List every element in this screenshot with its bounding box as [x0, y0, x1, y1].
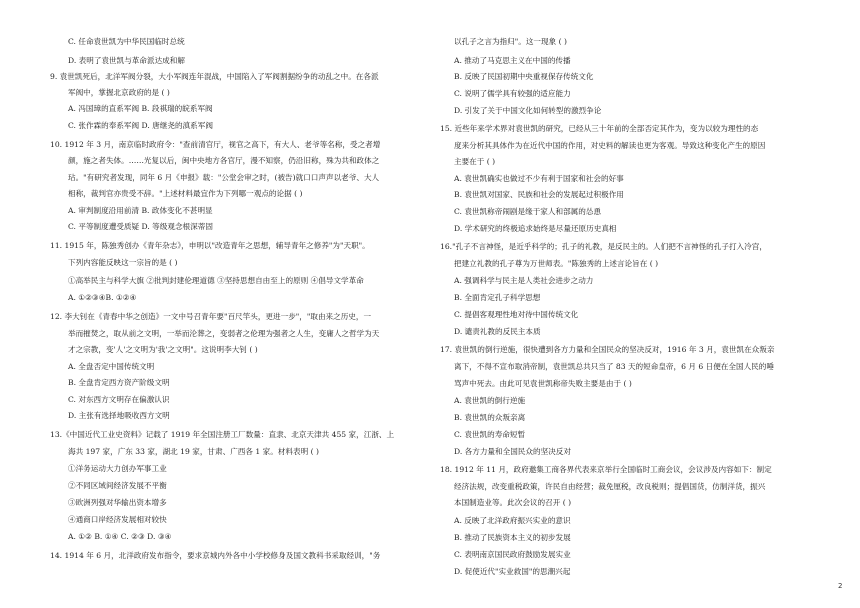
text-line: 17. 袁世凯的倒行逆施，很快遭到各方力量和全国民众的坚决反对，1916 年 3 月，袁世凯在众叛亲: [440, 345, 775, 354]
text-line: C. 袁世凯称帝闹剧是缘于家人和部属的怂恿: [454, 207, 602, 216]
text-line: 骂声中死去。由此可见袁世凯称帝失败主要是由于 ( ): [454, 379, 632, 388]
text-line: C. 说明了儒学具有较强的适应能力: [454, 89, 571, 98]
text-line: 军阀中，掌握北京政府的是 ( ): [68, 88, 170, 97]
text-line: B. 袁世凯对国家、民族和社会的发展起过积极作用: [454, 190, 624, 199]
text-line: A. 强调科学与民主是人类社会进步之动力: [454, 276, 594, 285]
text-line: D. 主张有选择地吸收西方文明: [68, 411, 170, 420]
text-line: D. 各方力量和全国民众的坚决反对: [454, 447, 571, 456]
text-line: C. 袁世凯的寿命短暂: [454, 430, 526, 439]
text-line: ①洋务运动大力创办军事工业: [68, 464, 167, 473]
text-line: A. ①② B. ①④ C. ②③ D. ③④: [68, 532, 172, 541]
text-line: 颜，施之者失体。……光复以后，闽中央地方各官厅，漫不知察，仍沿旧称，殊为共和政体之: [68, 156, 380, 165]
text-line: A. 推动了马克思主义在中国的传播: [454, 56, 571, 65]
text-line: 把建立礼教的孔子尊为万世师表。"陈独秀的上述言论旨在 ( ): [454, 259, 659, 268]
text-line: A. 袁世凯的倒行逆施: [454, 396, 526, 405]
text-line: 10. 1912 年 3 月，南京临时政府令："查前清官厅，视官之高下，有大人、老爷等名称，受之者增: [50, 140, 381, 149]
text-line: ②不同区域间经济发展不平衡: [68, 481, 167, 490]
text-line: 玷。"有研究者发现，同年 6 月《申报》载："公堂会审之时，(被告)就口口声声以老爷、大人: [68, 173, 380, 182]
text-line: C. 表明南京国民政府鼓励发展实业: [454, 550, 571, 559]
text-line: 以孔子之言为指归"。这一现象 ( ): [454, 37, 567, 46]
text-line: C. 任命袁世凯为中华民国临时总统: [68, 37, 185, 46]
text-line: 14. 1914 年 6 月，北洋政府发布指令，要求京城内外各中小学校修身及国文教科书采取经训，"务: [50, 551, 381, 560]
text-line: ④通商口岸经济发展相对较快: [68, 515, 167, 524]
text-line: ③欧洲列强对华输出资本增多: [68, 498, 167, 507]
text-line: A. 反映了北洋政府振兴实业的意识: [454, 516, 571, 525]
text-line: A. ①②③④B. ①②④: [68, 293, 137, 302]
text-line: A. 袁世凯确实也做过不少有利于国家和社会的好事: [454, 174, 624, 183]
text-line: 经济法规，改变重税政策，许民自由经营；裁免厘税，改良税则；提倡国货，仿制洋货，振兴: [454, 482, 766, 491]
text-line: B. 袁世凯的众叛亲离: [454, 413, 526, 422]
text-line: ①高举民主与科学大旗 ②批判封建伦理道德 ③坚持思想自由至上的原则 ④倡导文学革命: [68, 276, 364, 285]
text-line: C. 提倡客观理性地对待中国传统文化: [454, 310, 579, 319]
text-line: D. 促使近代"实业救国"的思潮兴起: [454, 567, 571, 576]
text-line: C. 对东西方文明存在偏激认识: [68, 395, 170, 404]
text-line: 主要在于 ( ): [454, 157, 496, 166]
page-number: 2: [838, 582, 843, 590]
text-line: 15. 近些年来学术界对袁世凯的研究，已经从三十年前的全部否定其作为，变为以较为理性的态: [440, 124, 759, 133]
text-line: A. 全盘否定中国传统文明: [68, 362, 155, 371]
text-line: D. 表明了袁世凯与革命派达成和解: [68, 56, 185, 65]
text-line: D. 谴责礼教的反民主本质: [454, 327, 541, 336]
text-line: D. 学术研究的终极追求始终是尽量还原历史真相: [454, 224, 617, 233]
text-line: A. 审判制度沿用前清 B. 政体变化不甚明显: [68, 206, 213, 215]
text-line: C. 平等制度遭受质疑 D. 等级观念根深蒂固: [68, 222, 213, 231]
text-line: 下列内容能反映这一宗旨的是 ( ): [68, 258, 178, 267]
text-line: C. 张作霖的奉系军阀 D. 唐继尧的滇系军阀: [68, 121, 213, 130]
text-line: 举而摧焚之，取从前之文明，一举而沦葬之，变弱者之伦理为强者之人生，变庸人之哲学为天: [68, 329, 380, 338]
text-line: A. 冯国璋的直系军阀 B. 段祺瑞的皖系军阀: [68, 104, 213, 113]
text-line: 相称，裁判官亦贵受不辞。"上述材料最宜作为下列哪一观点的论据 ( ): [68, 189, 303, 198]
text-line: 13.《中国近代工业史资料》记载了 1919 年全国注册工厂数量：直隶、北京天津共 455 家，江浙、上: [50, 430, 395, 439]
text-line: 11. 1915 年，陈独秀创办《青年杂志》，申明以"改造青年之思想，辅导青年之修养"为"天职"。: [50, 241, 370, 250]
text-line: 16."孔子不言神怪，是近乎科学的；孔子的礼教，是反民主的。人们把不言神怪的孔子打入冷宫，: [440, 242, 767, 251]
text-line: 9. 袁世凯死后，北洋军阀分裂，大小军阀连年混战，中国陷入了军阀割据纷争的动乱之中。在各派: [50, 72, 379, 81]
text-line: 12. 李大钊在《青春中华之创造》一文中号召青年要"百尺竿头，更进一步"，"取由来之历史，一: [50, 312, 372, 321]
text-line: B. 全面肯定孔子科学思想: [454, 293, 541, 302]
text-line: D. 引发了关于中国文化如何转型的激烈争论: [454, 106, 602, 115]
text-line: B. 推动了民族资本主义的初步发展: [454, 533, 571, 542]
text-line: 离下，不得不宣布取消帝制，袁世凯总共只当了 83 天的短命皇帝，6 月 6 日便在全国人民的唾: [454, 362, 774, 371]
text-line: 海共 197 家，广东 33 家，湖北 19 家，甘肃、广西各 1 家。材料表明 ( ): [68, 447, 319, 456]
text-line: 本国制造业等。此次会议的召开 ( ): [454, 498, 572, 507]
text-line: 度来分析其具体作为在近代中国的作用，对史料的解读也更为客观。导致这种变化产生的原因: [454, 141, 766, 150]
text-line: B. 反映了民国初期中央重视保存传统文化: [454, 72, 594, 81]
text-line: 才之宗教，变'人'之文明为'我'之文明"。这说明李大钊 ( ): [68, 345, 258, 354]
text-line: 18. 1912 年 11 月，政府邀集工商各界代表来京举行全国临时工商会议，会议涉及内容如下：制定: [440, 465, 772, 474]
text-line: B. 全盘肯定西方资产阶级文明: [68, 378, 170, 387]
